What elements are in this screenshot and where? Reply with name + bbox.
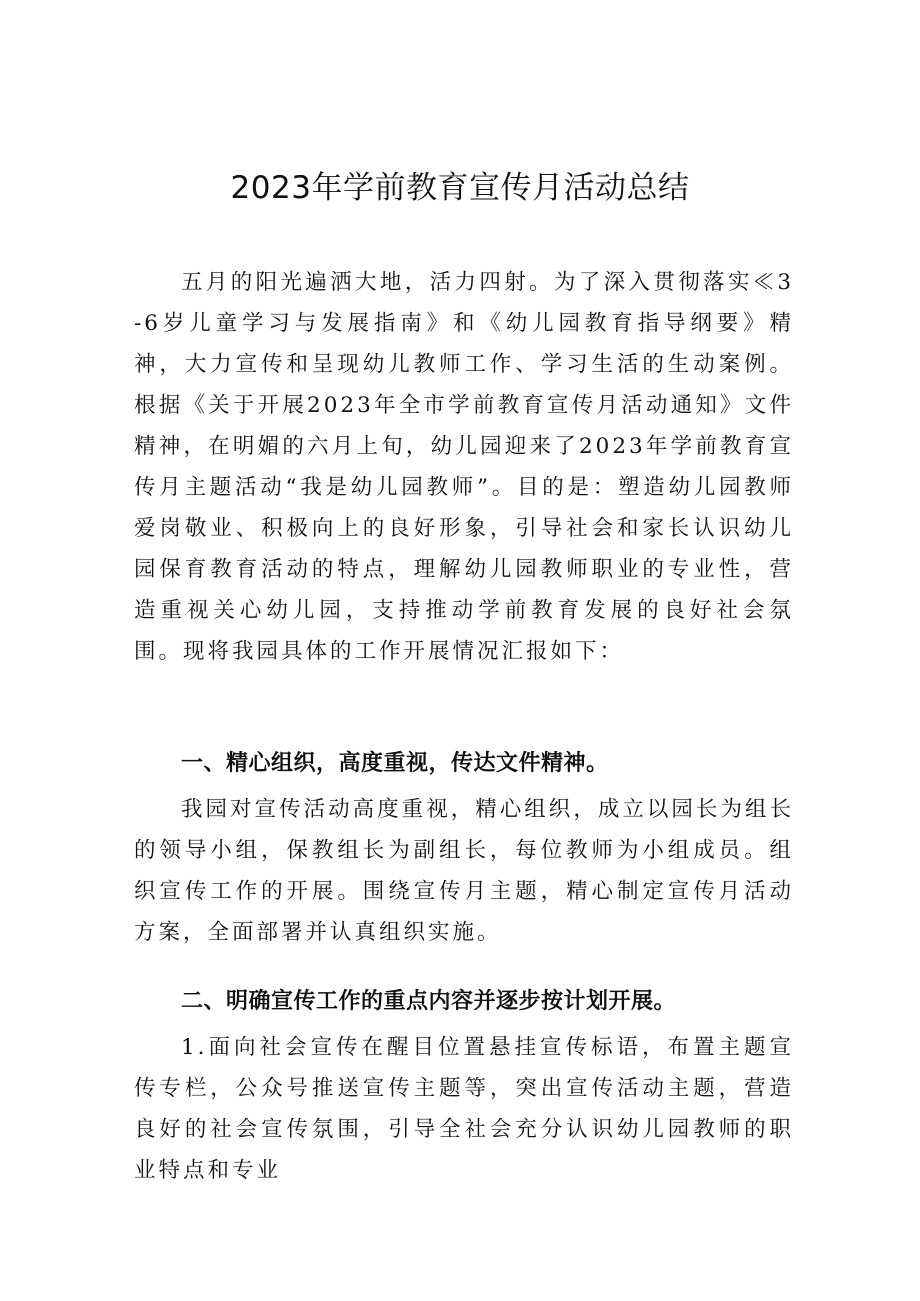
section-2-paragraph: 1.面向社会宣传在醒目位置悬挂宣传标语，布置主题宣传专栏，公众号推送宣传主题等，突出宣传活动主题，营造良好的社会宣传氛围，引导全社会充分认识幼儿园教师的职业特点和专业 [134, 1035, 794, 1183]
intro-paragraph: 五月的阳光遍洒大地，活力四射。为了深入贯彻落实≪3-6岁儿童学习与发展指南》和《幼儿园教育指导纲要》精神，大力宣传和呈现幼儿教师工作、学习生活的生动案例。根据《关于开展2023年全市学前教育宣传月活动通知》文件精神，在明媚的六月上旬，幼儿园迎来了2023年学前教育宣传月主题活动“我是幼儿园教师”。目的是：塑造幼儿园教师爱岗敬业、积极向上的良好形象，引导社会和家长认识幼儿园保育教育活动的特点，理解幼儿园教师职业的专业性，营造重视关心幼儿园，支持推动学前教育发展的良好社会氛围。现将我园具体的工作开展情况汇报如下： [134, 270, 794, 664]
section-heading-2: 二、明确宣传工作的重点内容并逐步按计划开展。 [181, 989, 677, 1014]
section-heading-1: 一、精心组织，高度重视，传达文件精神。 [181, 751, 609, 776]
section-1-paragraph: 我园对宣传活动高度重视，精心组织，成立以园长为组长的领导小组，保教组长为副组长，每位教师为小组成员。组织宣传工作的开展。围绕宣传月主题，精心制定宣传月活动方案，全面部署并认真组织实施。 [134, 797, 794, 945]
document-title: 2023年学前教育宣传月活动总结 [230, 170, 690, 206]
